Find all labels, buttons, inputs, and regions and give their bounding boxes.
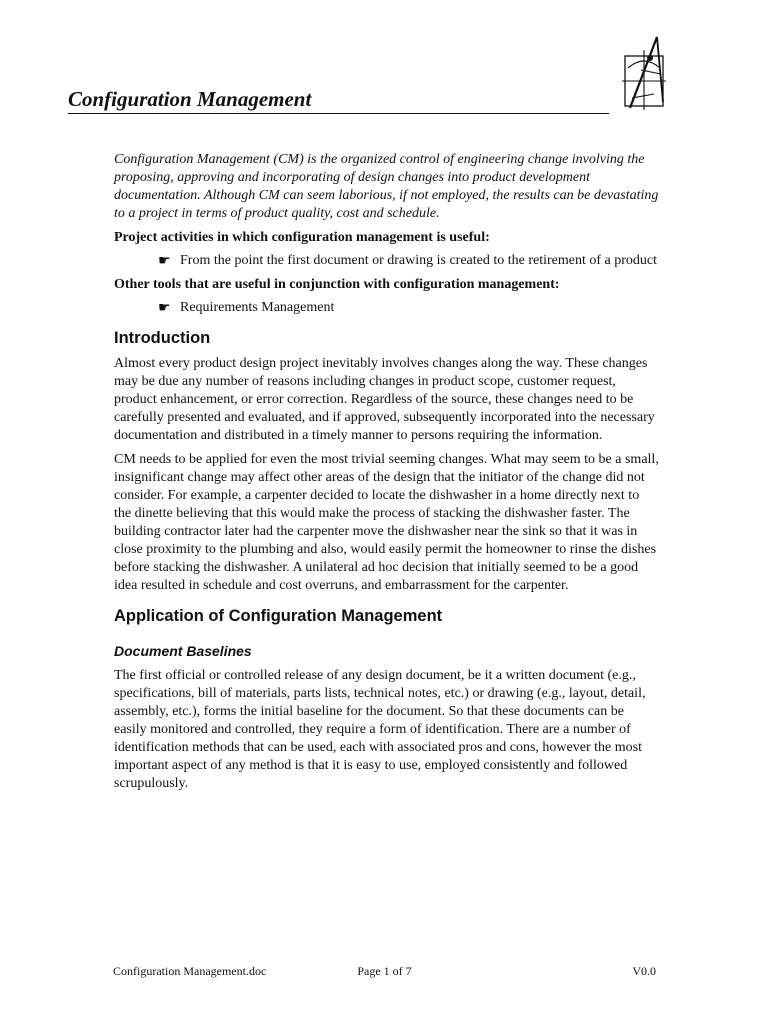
pointing-hand-icon: ☛ [158, 253, 171, 269]
section-heading-application: Application of Configuration Management [114, 607, 443, 625]
drafting-compass-logo [619, 36, 667, 112]
subsection-heading-document-baselines: Document Baselines [114, 643, 252, 659]
intro-paragraph: Configuration Management (CM) is the organized control of engineering change involving the proposing, approving and incorporating of design changes into product development documentation. Although CM can seem laborious, if not employed, the results can be devastating to a project in terms of product quality, cost and schedule. [114, 152, 659, 221]
list-item [158, 252, 659, 270]
body-paragraph: CM needs to be applied for even the most trivial seeming changes. What may seem to be a small, insignificant change may affect other areas of the design that the initiator of the change did not consider. For example, a carpenter decided to locate the dishwasher in a home directly next to the dinette believing that this would make the process of stacking the dishwasher faster. The building contractor later had the carpenter move the dishwasher near the sink so that it was in close proximity to the plumbing and also, would easily permit the homeowner to rinse the dishes before stacking the dishwasher. A unilateral ad hoc decision that initially seemed to be a good idea resulted in schedule and cost overruns, and embarrassment for the carpenter. [114, 452, 659, 593]
list-item [158, 299, 659, 317]
footer-page-number: Page 1 of 7 [357, 964, 412, 978]
body-paragraph: The first official or controlled release of any design document, be it a written document (e.g., specifications, bill of materials, parts lists, technical notes, etc.) or drawing (e.g., layout, detail, assembly, etc.), forms the initial baseline for the document. So that these documents can be easily monitored and controlled, they require a form of identification. There are a number of identification methods that can be used, each with associated pros and cons, however the most important aspect of any method is that it is easy to use, employed consistently and followed scrupulously. [114, 668, 646, 791]
footer-version: V0.0 [632, 964, 656, 978]
page-footer [113, 962, 656, 980]
list-item-text: From the point the first document or drawing is created to the retirement of a product [180, 253, 658, 268]
activities-list [114, 252, 659, 270]
footer-filename: Configuration Management.doc [113, 964, 267, 978]
tools-list [114, 299, 659, 317]
pointing-hand-icon: ☛ [158, 300, 171, 316]
tools-heading: Other tools that are useful in conjunction with configuration management: [114, 277, 560, 292]
list-item-text: Requirements Management [180, 300, 335, 315]
document-body [114, 151, 659, 793]
activities-heading: Project activities in which configuration management is useful: [114, 230, 490, 245]
page-title: Configuration Management [68, 86, 609, 114]
section-heading-introduction: Introduction [114, 329, 211, 347]
body-paragraph: Almost every product design project inevitably involves changes along the way. These changes may be due any number of reasons including changes in product scope, customer request, product enhancement, or error correction. Regardless of the source, these changes need to be carefully presented and evaluated, and if approved, subsequently incorporated into the necessary documentation and distributed in a timely manner to persons requiring the information. [114, 356, 655, 443]
